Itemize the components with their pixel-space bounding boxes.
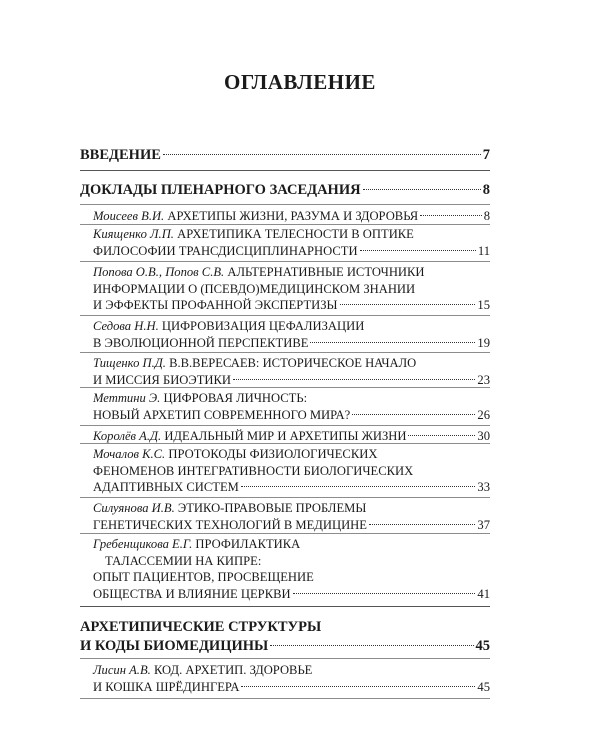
entry-title-line: В.В.ВЕРЕСАЕВ: ИСТОРИЧЕСКОЕ НАЧАЛО — [169, 356, 417, 370]
toc-entry[interactable] — [93, 264, 490, 314]
entry-divider — [80, 698, 490, 699]
entry-title-line: И ЭФФЕКТЫ ПРОФАННОЙ ЭКСПЕРТИЗЫ — [93, 298, 338, 313]
entry-divider — [80, 533, 490, 534]
entry-divider — [80, 224, 490, 225]
page-number: 33 — [477, 480, 490, 495]
toc-entry[interactable] — [93, 446, 490, 496]
entry-author: Силуянова И.В. — [93, 501, 175, 515]
section-divider — [80, 606, 490, 607]
entry-title-line: ИНФОРМАЦИИ О (ПСЕВДО)МЕДИЦИНСКОМ ЗНАНИИ — [93, 281, 416, 296]
entry-divider — [80, 315, 490, 316]
dot-leader — [270, 645, 473, 646]
entry-title-line: ФЕНОМЕНОВ ИНТЕГРАТИВНОСТИ БИОЛОГИЧЕСКИХ — [93, 463, 414, 478]
entry-title-line: АДАПТИВНЫХ СИСТЕМ — [93, 480, 239, 495]
page-number: 19 — [477, 335, 490, 350]
entry-title-line: И МИССИЯ БИОЭТИКИ — [93, 372, 231, 387]
section-title-line: И КОДЫ БИОМЕДИЦИНЫ — [80, 638, 269, 654]
entry-title-line: ЦИФРОВАЯ ЛИЧНОСТЬ: — [163, 391, 308, 405]
page-number: 11 — [477, 243, 490, 258]
toc-entry[interactable] — [93, 318, 490, 351]
entry-author: Седова Н.Н. — [93, 319, 159, 333]
entry-title-line: ОПЫТ ПАЦИЕНТОВ, ПРОСВЕЩЕНИЕ — [93, 570, 314, 585]
page-number: 7 — [482, 147, 490, 163]
page-title: ОГЛАВЛЕНИЕ — [224, 70, 376, 94]
entry-title-line: ИДЕАЛЬНЫЙ МИР И АРХЕТИПЫ ЖИЗНИ — [164, 429, 407, 443]
dot-leader — [420, 215, 482, 216]
dot-leader — [408, 435, 475, 436]
toc-section-archetypal[interactable] — [80, 618, 490, 656]
page-number: 30 — [477, 429, 490, 443]
entry-title-line: ОБЩЕСТВА И ВЛИЯНИЕ ЦЕРКВИ — [93, 586, 291, 601]
dot-leader — [310, 342, 475, 343]
page-number: 45 — [475, 638, 490, 654]
dot-leader — [293, 593, 476, 594]
entry-divider — [80, 443, 490, 444]
entry-author: Лисин А.В. — [93, 663, 151, 677]
section-title: ВВЕДЕНИЕ — [80, 147, 161, 163]
section-divider — [80, 658, 490, 659]
entry-author: Королёв А.Д. — [93, 429, 162, 443]
dot-leader — [360, 250, 476, 251]
entry-title-line: ТАЛАССЕМИИ НА КИПРЕ: — [105, 553, 262, 568]
entry-divider — [80, 352, 490, 353]
dot-leader — [233, 379, 475, 380]
page-number: 26 — [477, 407, 490, 422]
entry-author: Гребенщикова Е.Г. — [93, 537, 193, 551]
page-number: 37 — [477, 517, 490, 532]
entry-divider — [80, 261, 490, 262]
entry-author: Тищенко П.Д. — [93, 356, 166, 370]
entry-title-line: ФИЛОСОФИИ ТРАНСДИСЦИПЛИНАРНОСТИ — [93, 243, 358, 258]
entry-divider — [80, 425, 490, 426]
entry-title-line: АРХЕТИПЫ ЖИЗНИ, РАЗУМА И ЗДОРОВЬЯ — [167, 209, 419, 223]
entry-author: Киященко Л.П. — [93, 227, 174, 241]
entry-title-line: ПРОФИЛАКТИКА — [195, 537, 301, 551]
entry-divider — [80, 387, 490, 388]
page-number: 8 — [483, 209, 490, 223]
toc-entry[interactable] — [93, 662, 490, 695]
toc-section-plenary[interactable] — [80, 181, 490, 200]
dot-leader — [163, 154, 481, 155]
dot-leader — [363, 189, 481, 190]
entry-title-line: КОД. АРХЕТИП. ЗДОРОВЬЕ — [153, 663, 313, 677]
dot-leader — [241, 686, 475, 687]
page-number: 45 — [477, 679, 490, 694]
entry-author: Моисеев В.И. — [93, 209, 165, 223]
dot-leader — [340, 304, 476, 305]
entry-author: Попова О.В., Попов С.В. — [93, 265, 225, 279]
dot-leader — [352, 414, 475, 415]
entry-title-line: ЭТИКО-ПРАВОВЫЕ ПРОБЛЕМЫ — [177, 501, 367, 515]
entry-title-line: АЛЬТЕРНАТИВНЫЕ ИСТОЧНИКИ — [227, 265, 425, 279]
toc-entry[interactable] — [93, 226, 490, 259]
entry-title-line: В ЭВОЛЮЦИОННОЙ ПЕРСПЕКТИВЕ — [93, 335, 309, 350]
page-number: 23 — [477, 372, 490, 387]
section-divider — [80, 170, 490, 171]
entry-author: Мочалов К.С. — [93, 447, 166, 461]
page-number: 41 — [477, 586, 490, 601]
toc-entry[interactable] — [93, 355, 490, 388]
entry-divider — [80, 497, 490, 498]
dot-leader — [241, 486, 476, 487]
page-number: 8 — [482, 182, 490, 198]
entry-author: Меттини Э. — [93, 391, 161, 405]
section-divider — [80, 204, 490, 205]
page-number: 15 — [477, 298, 490, 313]
section-title: ДОКЛАДЫ ПЛЕНАРНОГО ЗАСЕДАНИЯ — [80, 182, 361, 198]
entry-title-line: ЦИФРОВИЗАЦИЯ ЦЕФАЛИЗАЦИИ — [161, 319, 365, 333]
toc-entry[interactable] — [93, 536, 490, 602]
entry-title-line: НОВЫЙ АРХЕТИП СОВРЕМЕННОГО МИРА? — [93, 407, 351, 422]
entry-title-line: ПРОТОКОДЫ ФИЗИОЛОГИЧЕСКИХ — [168, 447, 378, 461]
toc-entry[interactable] — [93, 500, 490, 533]
entry-title-line: ГЕНЕТИЧЕСКИХ ТЕХНОЛОГИЙ В МЕДИЦИНЕ — [93, 517, 367, 532]
entry-title-line: АРХЕТИПИКА ТЕЛЕСНОСТИ В ОПТИКЕ — [177, 227, 414, 241]
toc-intro[interactable] — [80, 146, 490, 165]
dot-leader — [369, 524, 475, 525]
entry-title-line: И КОШКА ШРЁДИНГЕРА — [93, 679, 240, 694]
toc-entry[interactable] — [93, 208, 490, 225]
section-title-line: АРХЕТИПИЧЕСКИЕ СТРУКТУРЫ — [80, 619, 322, 635]
toc-entry[interactable] — [93, 390, 490, 423]
